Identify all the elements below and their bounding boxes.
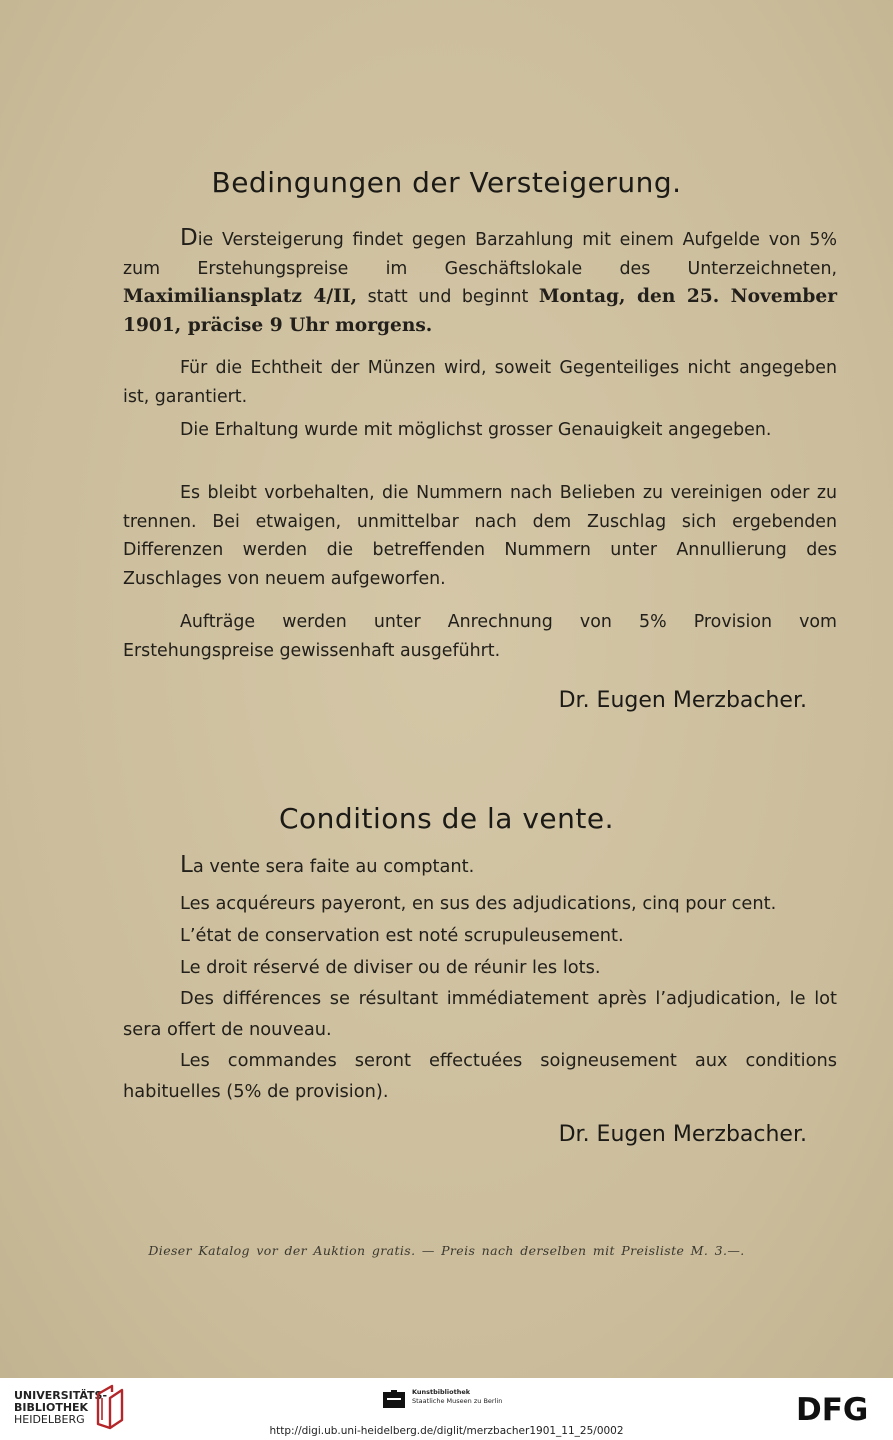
french-signature: Dr. Eugen Merzbacher. — [558, 1122, 807, 1147]
german-paragraph-1: Die Versteigerung findet gegen Barzahlung mit einem Aufgelde von 5% zum Erstehungspreise im Geschäftslokale des Unterzeichneten, Maximiliansplatz 4/II, statt und beginnt Montag, den 25. November 1901, präcise 9 Uhr morgens. — [123, 225, 837, 337]
german-heading: Bedingungen der Versteigerung. — [211, 166, 682, 199]
dfg-logo-icon[interactable] — [796, 1393, 880, 1423]
dropcap: D — [180, 225, 198, 251]
french-line-1: La vente sera faite au comptant. — [180, 852, 475, 878]
german-paragraph-4: Es bleibt vorbehalten, die Nummern nach Belieben zu vereinigen oder zu trennen. Bei etwaigen, unmittelbar nach dem Zuschlag sich ergebenden Differenzen werden die betreffenden Nummern unter Annullierung des Zuschlages von neuem aufgeworfen. — [123, 483, 837, 590]
kunstbibliothek-logo-text[interactable]: Kunstbibliothek Staatliche Museen zu Berlin — [412, 1388, 503, 1405]
permalink-url[interactable]: http://digi.ub.uni-heidelberg.de/diglit/merzbacher1901_11_25/0002 — [269, 1425, 624, 1437]
uni-heidelberg-logo-icon — [92, 1384, 126, 1430]
price-footnote: Dieser Katalog vor der Auktion gratis. — Preis nach derselben mit Preisliste M. 3.—. — [148, 1243, 745, 1258]
french-line-3: L’état de conservation est noté scrupuleusement. — [180, 925, 624, 946]
french-line-6: Les commandes seront effectuées soigneusement aux conditions habituelles (5% de provision). — [123, 1050, 837, 1102]
french-line-4: Le droit réservé de diviser ou de réunir les lots. — [180, 957, 601, 978]
uni-heidelberg-logo-text[interactable]: UNIVERSITÄTS- BIBLIOTHEK HEIDELBERG — [14, 1389, 108, 1426]
german-paragraph-2: Für die Echtheit der Münzen wird, soweit Gegenteiliges nicht angegeben ist, garantiert. — [123, 358, 837, 407]
dfg-logo-text: DFG — [796, 1393, 869, 1423]
french-line-5: Des différences se résultant immédiatement après l’adjudication, le lot sera offert de nouveau. — [123, 988, 837, 1040]
french-line-2: Les acquéreurs payeront, en sus des adjudications, cinq pour cent. — [180, 893, 777, 914]
german-signature: Dr. Eugen Merzbacher. — [558, 688, 807, 713]
german-paragraph-3: Die Erhaltung wurde mit möglichst grosser Genauigkeit angegeben. — [180, 420, 772, 440]
kunstbibliothek-logo-icon — [383, 1390, 405, 1408]
german-paragraph-5: Aufträge werden unter Anrechnung von 5% Provision vom Erstehungspreise gewissenhaft ausgeführt. — [123, 612, 837, 661]
french-heading: Conditions de la vente. — [279, 802, 614, 835]
